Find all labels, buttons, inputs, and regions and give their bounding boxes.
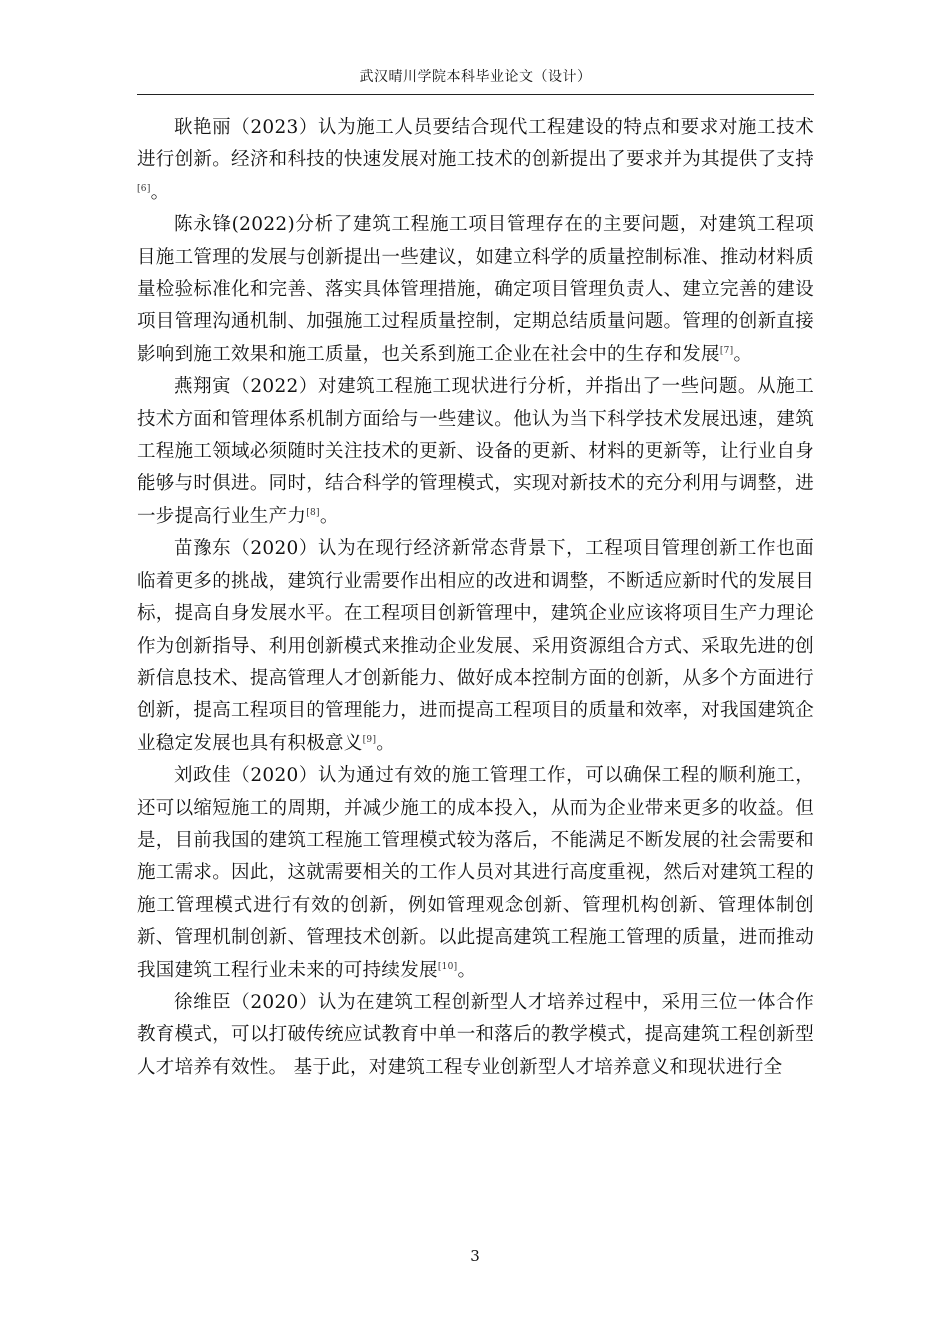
- paragraph-end: 。: [733, 343, 753, 365]
- paragraph-2: [137, 209, 814, 371]
- paragraph-1: [137, 112, 814, 209]
- paragraph-5: [137, 760, 814, 987]
- citation-ref: [9]: [362, 734, 377, 745]
- paragraph-end: 。: [150, 181, 170, 203]
- body-text: [137, 112, 814, 1084]
- paragraph-3: [137, 371, 814, 533]
- paragraph-text: 刘政佳（2020）认为通过有效的施工管理工作，可以确保工程的顺利施工，还可以缩短施工的周期，并减少施工的成本投入，从而为企业带来更多的收益。但是，目前我国的建筑工程施工管理模式较为落后，不能满足不断发展的社会需要和施工需求。因此，这就需要相关的工作人员对其进行高度重视，然后对建筑工程的施工管理模式进行有效的创新，例如管理观念创新、管理机构创新、管理体制创新、管理机制创新、管理技术创新。以此提高建筑工程施工管理的质量，进而推动我国建筑工程行业未来的可持续发展: [137, 765, 814, 981]
- paragraph-text: 苗豫东（2020）认为在现行经济新常态背景下，工程项目管理创新工作也面临着更多的挑战，建筑行业需要作出相应的改进和调整，不断适应新时代的发展目标，提高自身发展水平。在工程项目创新管理中，建筑企业应该将项目生产力理论作为创新指导、利用创新模式来推动企业发展、采用资源组合方式、采取先进的创新信息技术、提高管理人才创新能力、做好成本控制方面的创新，从多个方面进行创新，提高工程项目的管理能力，进而提高工程项目的质量和效率，对我国建筑企业稳定发展也具有积极意义: [137, 538, 814, 754]
- header-title: 武汉晴川学院本科毕业论文（设计）: [359, 69, 592, 85]
- paragraph-end: 。: [319, 505, 339, 527]
- paragraph-text: 燕翔寅（2022）对建筑工程施工现状进行分析，并指出了一些问题。从施工技术方面和管理体系机制方面给与一些建议。他认为当下科学技术发展迅速，建筑工程施工领域必须随时关注技术的更新、设备的更新、材料的更新等，让行业自身能够与时俱进。同时，结合科学的管理模式，实现对新技术的充分利用与调整，进一步提高行业生产力: [137, 376, 814, 527]
- citation-ref: [7]: [719, 345, 734, 356]
- citation-ref: [6]: [137, 183, 151, 194]
- page-number: 3: [470, 1247, 480, 1265]
- paragraph-end: 。: [376, 732, 396, 754]
- page-header: [137, 60, 814, 95]
- paragraph-text: 徐维臣（2020）认为在建筑工程创新型人才培养过程中，采用三位一体合作教育模式，可以打破传统应试教育中单一和落后的教学模式，提高建筑工程创新型人才培养有效性。 基于此，对建筑工程专业创新型人才培养意义和现状进行全: [137, 991, 814, 1078]
- paragraph-text: 陈永锋(2022)分析了建筑工程施工项目管理存在的主要问题，对建筑工程项目施工管理的发展与创新提出一些建议，如建立科学的质量控制标准、推动材料质量检验标准化和完善、落实具体管理措施，确定项目管理负责人、建立完善的建设项目管理沟通机制、加强施工过程质量控制，定期总结质量问题。管理的创新直接影响到施工效果和施工质量，也关系到施工企业在社会中的生存和发展: [137, 214, 814, 365]
- citation-ref: [10]: [437, 961, 458, 972]
- paragraph-text: 耿艳丽（2023）认为施工人员要结合现代工程建设的特点和要求对施工技术进行创新。经济和科技的快速发展对施工技术的创新提出了要求并为其提供了支持: [137, 117, 814, 171]
- paragraph-4: [137, 533, 814, 760]
- paragraph-end: 。: [457, 959, 477, 981]
- citation-ref: [8]: [306, 507, 320, 518]
- paragraph-6: [137, 987, 814, 1084]
